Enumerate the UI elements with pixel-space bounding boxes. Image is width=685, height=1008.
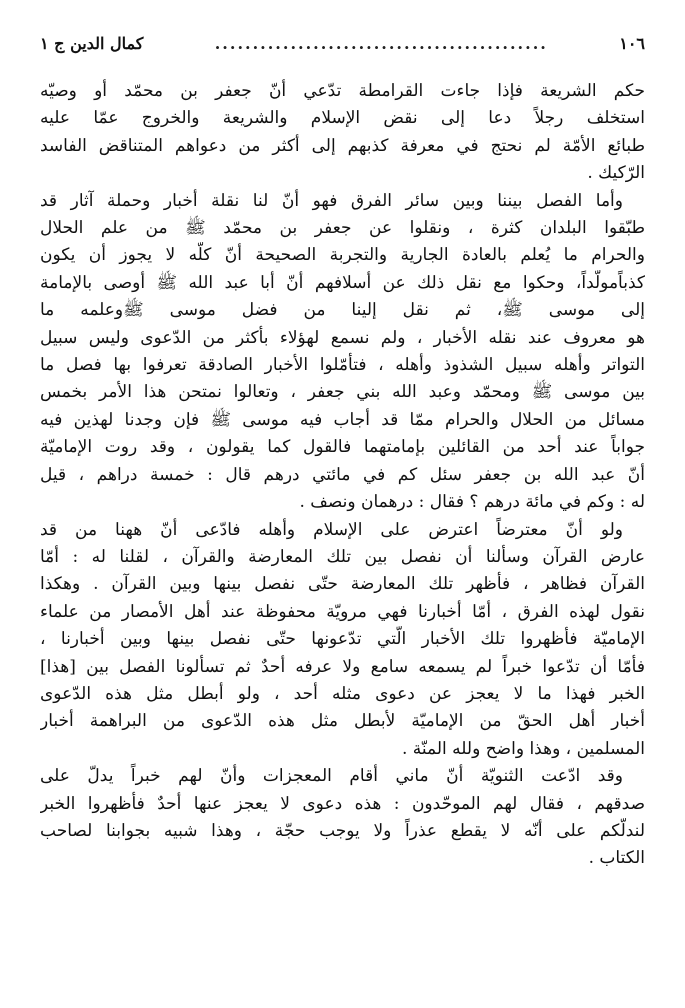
paragraph-2 [40, 188, 645, 517]
header-dot-leader: ............................................ [214, 34, 548, 53]
text-line: المسلمين ، وهذا واضح ولله المنّة . [401, 738, 645, 759]
text-line: صدقهم ، فقال لهم الموحّدون : هذه دعوى لا يعجز عنها أحدٌ فأظهروا الخبر [40, 793, 645, 814]
text-line: لندلّكم على أنّه لا يقطع عذراً ولا يوجب حجّة ، وهذا شبيه بجوابنا لصاحب [40, 820, 645, 841]
text-line: بين موسى ﷺ ومحمّد وعبد الله بني جعفر ، وتعالوا نمتحن هذا الأمر بخمس [40, 382, 645, 403]
text-line: أخبار أهل الحقّ من الإماميّة لأبطل مثل هذه الدّعوى من البراهمة أخبار [40, 711, 645, 732]
paragraph-4 [40, 763, 645, 873]
text-line: الخبر فهذا ما لا يعجز عن دعوى مثله أحد ، ولو أبطل مثل هذه الدّعوى [40, 683, 645, 704]
text-line: أنّ عبد الله بن جعفر سئل كم في مائتي درهم قال : خمسة دراهم ، قيل [40, 464, 645, 485]
text-line: حكم الشريعة فإذا جاءت القرامطة تدّعي أنّ جعفر بن محمّد أو وصيّه [40, 81, 645, 101]
paragraph-3 [40, 517, 645, 764]
text-line: إلى موسى ﷺ، ثم نقل إلينا من فضل موسى ﷺوعلمه ما [40, 300, 645, 321]
text-line: والحرام ما يُعلم بالعادة الجارية والتجربة الصحيحة أنّ كلّه لا يجوز أن يكون [40, 245, 645, 266]
text-line: الكتاب . [588, 848, 645, 869]
page-number: ١٠٦ [619, 34, 645, 53]
text-line: مسائل من الحلال والحرام ممّا قد أجاب فيه موسى ﷺ فإن وجدنا لهذين فيه [40, 409, 645, 430]
text-line: القرآن فظاهر ، فأظهر تلك المعارضة حتّى نفصل بينها وبين القرآن . وهكذا [40, 574, 645, 595]
text-line: ولو أنّ معترضاً اعترض على الإسلام وأهله فادّعى أنّ ههنا من قد [40, 519, 623, 540]
text-line: نقول لهذه الفرق ، أمّا أخبارنا فهي مرويّة محفوظة عند أهل الأمصار من علماء [40, 601, 645, 622]
text-line: فأمّا أن تدّعوا خبراً لم يسمعه سامع ولا عرفه أحدٌ ثم تسألونا الفصل بين [هذا] [40, 656, 645, 677]
text-line: كذباًمولّداً، وحكوا مع نقل ذلك عن أسلافهم أنّ أبا عبد الله ﷺ أوصى بالإمامة [40, 272, 645, 293]
page-body [40, 78, 645, 873]
page-header [40, 34, 645, 60]
text-line: وقد ادّعت الثنويّة أنّ ماني أقام المعجزات وأنّ لهم خبراً يدلّ على [40, 766, 623, 787]
text-line: استخلف رجلاً دعا إلى نقض الإسلام والشريعة والخروج عمّا عليه [40, 108, 645, 129]
book-title: كمال الدين ج ١ [40, 34, 144, 53]
text-line: الإماميّة فأظهروا تلك الأخبار الّتي تدّعونها حتّى نفصل بينها وبين أخبارنا ، [40, 629, 645, 650]
text-line: الرّكيك . [587, 163, 645, 184]
text-line: طبّقوا البلدان كثرة ، ونقلوا عن جعفر بن محمّد ﷺ من علم الحلال [40, 218, 645, 239]
paragraph-1 [40, 78, 645, 188]
text-line: طبائع الأمّة لم نحتج في معرفة كذبهم إلى أكثر من دعواهم المتناقض الفاسد [40, 135, 645, 156]
text-line: عارض القرآن وسألنا أن نفصل بين تلك المعارضة والقرآن ، لقلنا له : أمّا [40, 546, 645, 567]
text-line: وأما الفصل بيننا وبين سائر الفرق فهو أنّ لنا نقلة أخبار وحملة آثار قد [40, 190, 623, 211]
text-line: هو معروف عند نقله الأخبار ، ولم نسمع لهؤلاء بأكثر من الدّعوى وليس سبيل [40, 327, 645, 348]
text-line: له : وكم في مائة درهم ؟ فقال : درهمان ونصف . [299, 492, 645, 513]
text-line: التواتر وأهله سبيل الشذوذ وأهله ، فتأمّلوا الأخبار الصادقة تعرفوا بها فصل ما [40, 355, 645, 376]
text-line: جواباً عند أحد من القائلين بإمامتهما فالقول كما يقولون ، وقد روت الإماميّة [40, 437, 645, 458]
